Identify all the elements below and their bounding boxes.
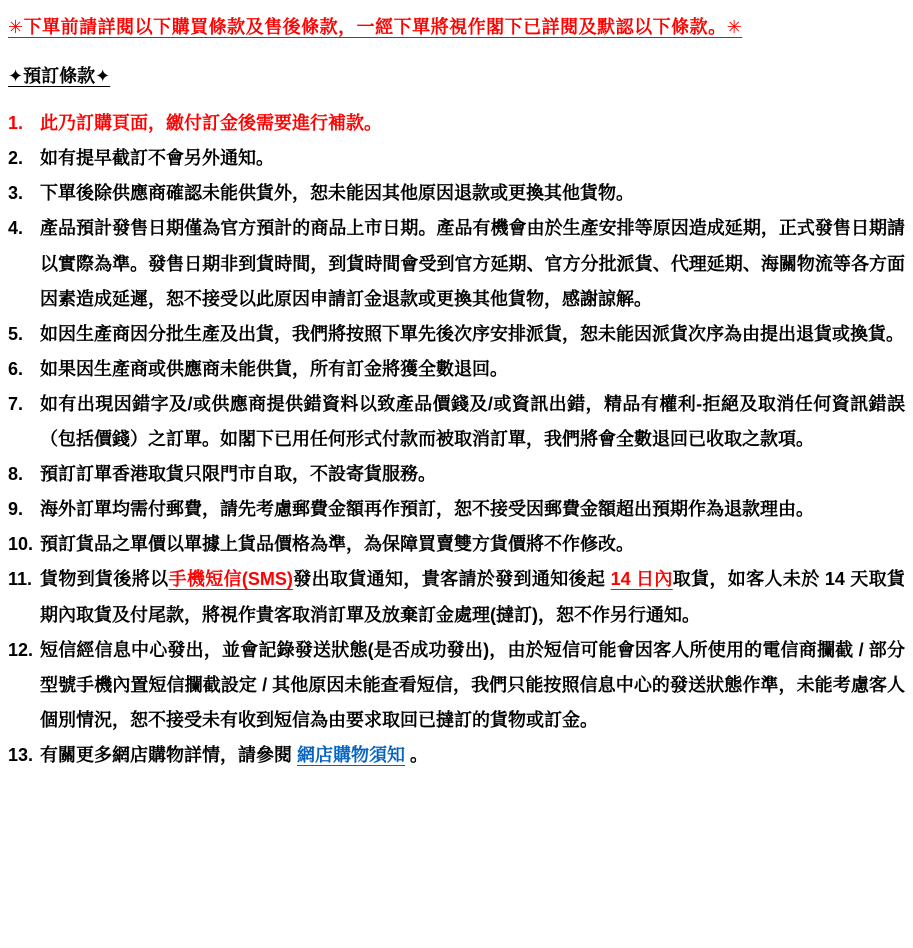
- term-item-7: [8, 387, 905, 457]
- term-number: 4.: [8, 218, 24, 239]
- term-text: [40, 317, 905, 352]
- highlighted-term-segment: 手機短信(SMS): [168, 569, 293, 590]
- term-item-10: [8, 527, 905, 562]
- term-item-9: [8, 492, 905, 527]
- term-number: 6.: [8, 358, 24, 379]
- term-segment: 預訂貨品之單價以單據上貨品價格為準，為保障買賣雙方貨價將不作修改。: [40, 534, 634, 555]
- term-segment: 。: [405, 744, 429, 765]
- term-number: 13.: [8, 744, 34, 765]
- term-item-1: [8, 106, 905, 141]
- term-text: [40, 457, 905, 492]
- term-text: [40, 211, 905, 316]
- term-number: 11.: [8, 569, 33, 590]
- term-item-6: [8, 352, 905, 387]
- term-number: 3.: [8, 183, 24, 204]
- term-number: 7.: [8, 393, 24, 414]
- term-segment: 預訂訂單香港取貨只限門市自取，不設寄貨服務。: [40, 464, 436, 485]
- term-segment: 下單後除供應商確認未能供貨外，恕未能因其他原因退款或更換其他貨物。: [40, 183, 634, 204]
- term-segment: 如果因生產商或供應商未能供貨，所有訂金將獲全數退回。: [40, 358, 508, 379]
- term-number: 8.: [8, 464, 24, 485]
- term-item-5: [8, 317, 905, 352]
- term-segment: 海外訂單均需付郵費，請先考慮郵費金額再作預訂，恕不接受因郵費金額超出預期作為退款理由。: [40, 499, 814, 520]
- term-item-3: [8, 176, 905, 211]
- term-number: 2.: [8, 148, 24, 169]
- term-item-4: [8, 211, 905, 316]
- term-text: [40, 738, 905, 773]
- term-item-2: [8, 141, 905, 176]
- term-segment: 如有提早截訂不會另外通知。: [40, 148, 274, 169]
- term-segment: 貨物到貨後將以: [40, 569, 169, 590]
- term-number: 5.: [8, 323, 24, 344]
- term-item-12: [8, 633, 905, 738]
- term-text: [40, 527, 905, 562]
- term-text: [40, 141, 905, 176]
- purchase-notice-banner: ✳下單前請詳閱以下購買條款及售後條款，一經下單將視作閣下已詳閱及默認以下條款。✳: [8, 17, 743, 37]
- highlighted-term-segment: 14 日內: [610, 569, 673, 590]
- term-text: [40, 562, 905, 632]
- term-segment: 取貨，如客人未於 14 天取貨期內取貨及付尾款，將視作貴客取消訂單及放棄訂金處理(撻訂)，恕不作另行通知。: [40, 569, 906, 625]
- term-item-8: [8, 457, 905, 492]
- term-text: [40, 492, 905, 527]
- term-text: [40, 352, 905, 387]
- term-segment: 如有出現因錯字及/或供應商提供錯資料以致產品價錢及/或資訊出錯，精品有權利-拒絕及取消任何資訊錯誤（包括價錢）之訂單。如閣下已用任何形式付款而被取消訂單，我們將會全數退回已收取之款項。: [40, 393, 905, 450]
- term-segment: 如因生產商因分批生產及出貨，我們將按照下單先後次序安排派貨，恕未能因派貨次序為由提出退貨或換貨。: [40, 323, 904, 344]
- term-number: 10.: [8, 534, 34, 555]
- term-text: [40, 387, 905, 457]
- term-segment: 短信經信息中心發出，並會記錄發送狀態(是否成功發出)，由於短信可能會因客人所使用的電信商攔截 / 部分型號手機內置短信攔截設定 / 其他原因未能查看短信，我們只能按照信息中心的發送狀態作準，未能考慮客人個別情況，恕不接受未有收到短信為由要求取回已撻訂的貨物或訂金。: [40, 639, 905, 730]
- term-segment: 有關更多網店購物詳情，請參閱: [40, 744, 297, 765]
- term-item-11: [8, 562, 905, 632]
- terms-list: [8, 106, 905, 773]
- term-text: [40, 176, 905, 211]
- term-number: 12.: [8, 639, 34, 660]
- term-text: [40, 106, 905, 141]
- term-item-13: [8, 738, 905, 773]
- term-number: 9.: [8, 499, 24, 520]
- term-number: 1.: [8, 113, 24, 134]
- term-segment: 發出取貨通知，貴客請於發到通知後起: [292, 569, 611, 590]
- term-segment: 此乃訂購頁面，繳付訂金後需要進行補款。: [40, 113, 382, 134]
- term-text: [40, 633, 905, 738]
- section-title-preorder-terms: ✦預訂條款✦: [8, 66, 111, 87]
- shop-guide-link[interactable]: 網店購物須知: [297, 744, 405, 765]
- term-segment: 產品預計發售日期僅為官方預計的商品上市日期。產品有機會由於生產安排等原因造成延期，正式發售日期請以實際為準。發售日期非到貨時間，到貨時間會受到官方延期、官方分批派貨、代理延期、海關物流等各方面因素造成延遲，恕不接受以此原因申請訂金退款或更換其他貨物，感謝諒解。: [40, 218, 905, 309]
